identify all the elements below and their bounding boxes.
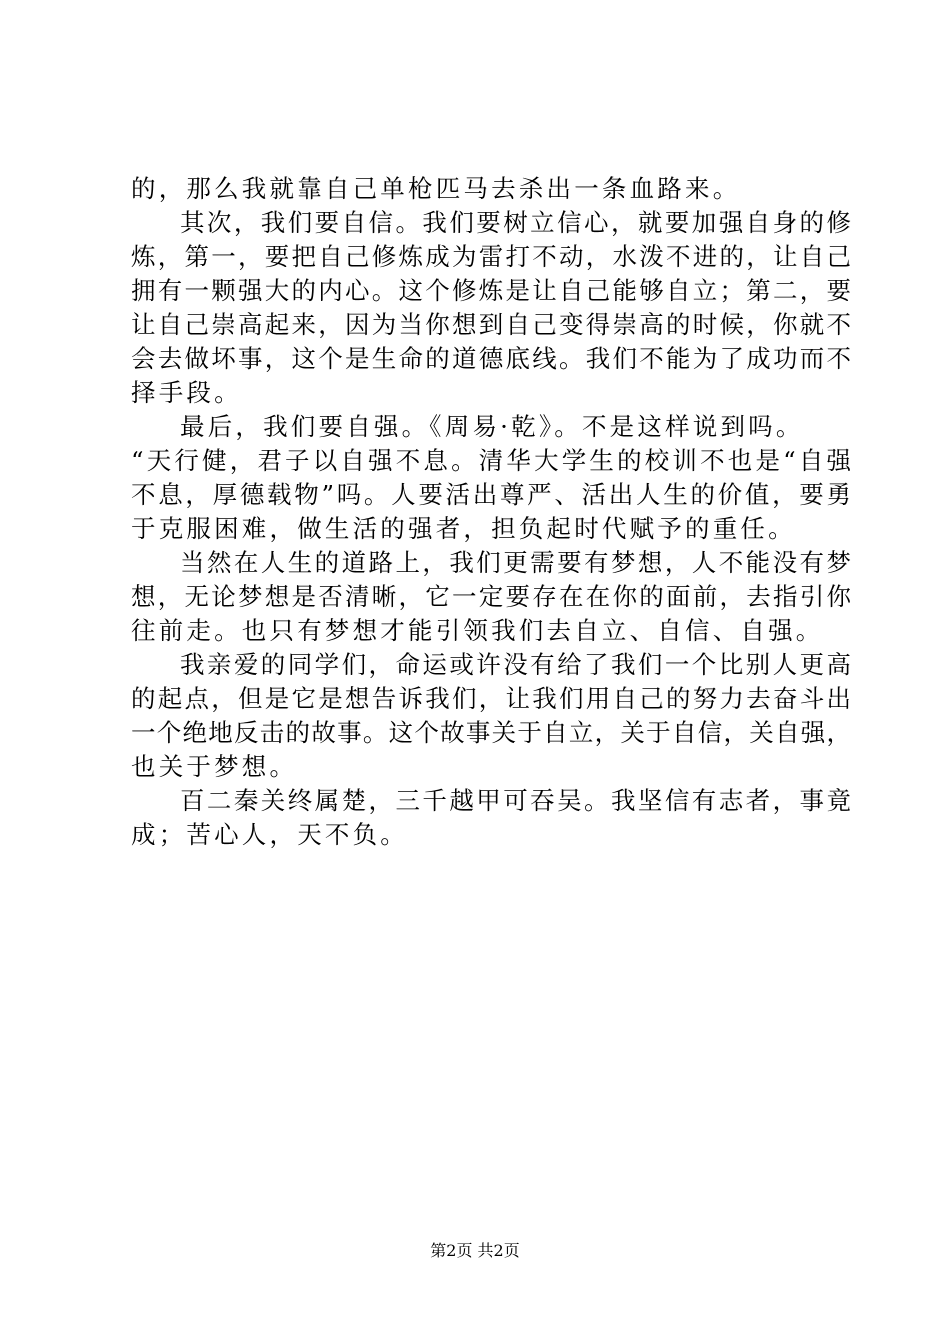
text-line: 择手段。 [131, 378, 242, 407]
text-line: 一个绝地反击的故事。这个故事关于自立，关于自信，关自强， [131, 718, 851, 747]
text-line: 想，无论梦想是否清晰，它一定要存在在你的面前，去指引你 [131, 582, 851, 611]
text-line: 会去做坏事，这个是生命的道德底线。我们不能为了成功而不 [131, 344, 851, 373]
page-footer [0, 1240, 950, 1262]
text-line: 拥有一颗强大的内心。这个修炼是让自己能够自立；第二，要 [131, 276, 851, 305]
paragraph-start-line: 百二秦关终属楚，三千越甲可吞吴。我坚信有志者，事竟 [180, 786, 851, 815]
text-line: 的起点，但是它是想告诉我们，让我们用自己的努力去奋斗出 [131, 684, 851, 713]
text-line: 于克服困难，做生活的强者，担负起时代赋予的重任。 [131, 514, 796, 543]
paragraph-start-line: 其次，我们要自信。我们要树立信心，就要加强自身的修 [180, 208, 851, 237]
text-line: 不息，厚德载物”吗。人要活出尊严、活出人生的价值，要勇 [131, 480, 851, 509]
text-line: 也关于梦想。 [131, 752, 298, 781]
text-line: “天行健，君子以自强不息。清华大学生的校训不也是“自强 [131, 446, 851, 475]
text-line: 让自己崇高起来，因为当你想到自己变得崇高的时候，你就不 [131, 310, 851, 339]
paragraph-start-line: 最后，我们要自强。《周易·乾》。不是这样说到吗。 [180, 412, 804, 441]
paragraph-start-line: 当然在人生的道路上，我们更需要有梦想，人不能没有梦 [180, 548, 851, 577]
page-number-label: 第2页 共2页 [430, 1241, 520, 1260]
text-line: 往前走。也只有梦想才能引领我们去自立、自信、自强。 [131, 616, 824, 645]
document-body [131, 172, 851, 852]
paragraph-start-line: 我亲爱的同学们，命运或许没有给了我们一个比别人更高 [180, 650, 851, 679]
text-line: 炼，第一，要把自己修炼成为雷打不动，水泼不进的，让自己 [131, 242, 851, 271]
text-line: 的，那么我就靠自己单枪匹马去杀出一条血路来。 [131, 174, 741, 203]
text-line: 成；苦心人，天不负。 [131, 820, 408, 849]
